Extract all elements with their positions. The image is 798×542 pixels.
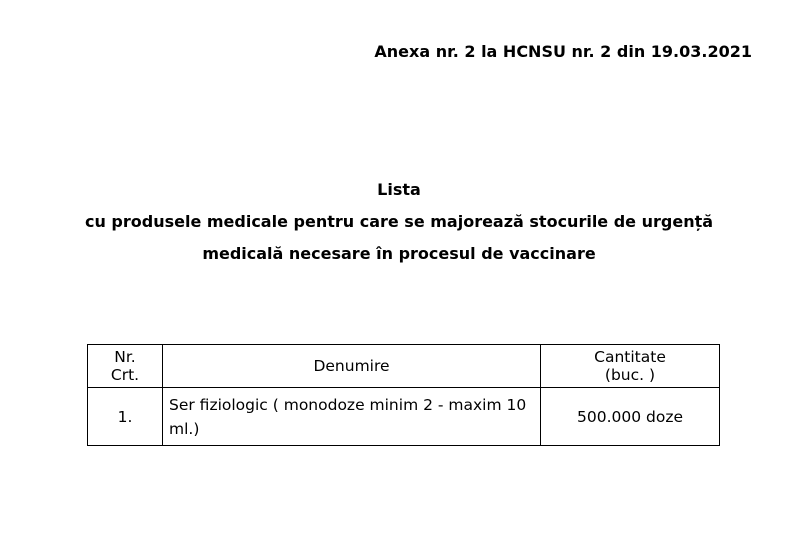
title-line-1: Lista <box>377 180 421 199</box>
products-table <box>87 344 720 446</box>
table-header-row <box>88 345 720 388</box>
header-nr-crt <box>88 345 163 388</box>
header-nr-label: Nr. <box>114 348 136 366</box>
row-name: Ser fiziologic ( monodoze minim 2 - maxim 10 ml.) <box>163 388 541 446</box>
title-line-2: cu produsele medicale pentru care se majorează stocurile de urgență <box>84 212 714 231</box>
document-title <box>0 174 798 270</box>
header-denumire: Denumire <box>163 345 541 388</box>
row-quantity: 500.000 doze <box>541 388 720 446</box>
table-row <box>88 388 720 446</box>
annex-reference: Anexa nr. 2 la HCNSU nr. 2 din 19.03.2021 <box>374 42 752 61</box>
header-qty-label: Cantitate <box>594 348 666 366</box>
row-nr: 1. <box>88 388 163 446</box>
header-crt-label: Crt. <box>110 366 140 384</box>
header-cantitate <box>541 345 720 388</box>
header-qty-unit: (buc. ) <box>604 366 656 384</box>
title-line-3: medicală necesare în procesul de vaccinare <box>202 244 596 263</box>
